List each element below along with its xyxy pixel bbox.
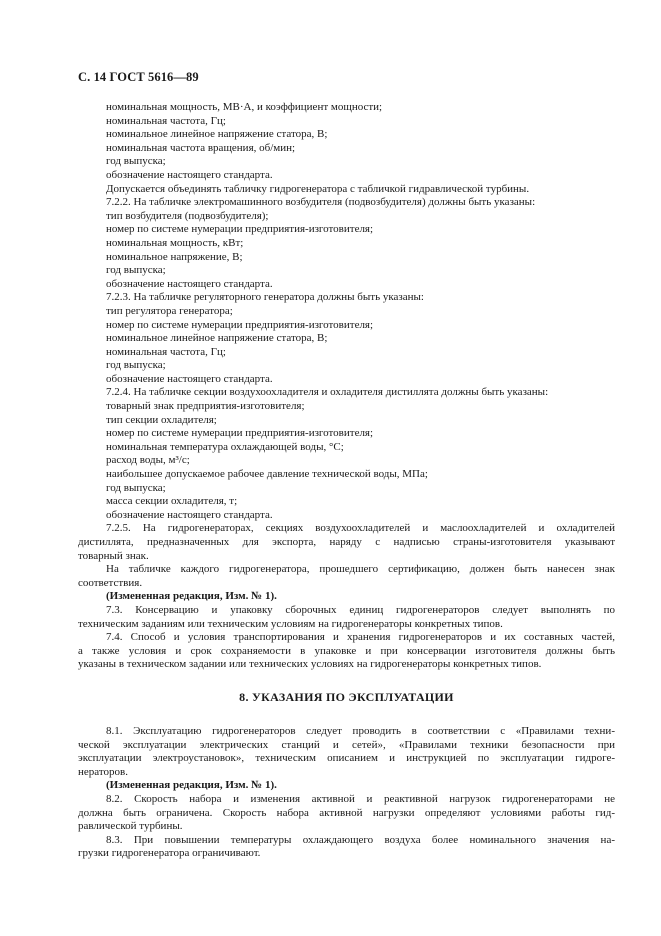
- text-line: 8.2. Скорость набора и изменения активной и реактивной нагрузок гидрогенераторами не: [106, 792, 615, 805]
- text-line: год выпуска;: [106, 264, 166, 277]
- text-line: тип секции охладителя;: [106, 413, 217, 426]
- text-line: а также условия и срок сохраняемости в упаковке и при консервации изготовителя должны быть: [78, 644, 615, 657]
- text-line: обозначение настоящего стандарта.: [106, 168, 273, 181]
- text-line: грузки гидрогенератора ограничивают.: [78, 847, 261, 860]
- text-line: номинальная частота, Гц;: [106, 114, 226, 127]
- text-line: номинальное напряжение, В;: [106, 250, 243, 263]
- text-line: расход воды, м³/с;: [106, 454, 190, 467]
- text-line: год выпуска;: [106, 481, 166, 494]
- text-line: номинальная температура охлаждающей воды, °С;: [106, 440, 344, 453]
- text-line: номинальная мощность, МВ·А, и коэффициент мощности;: [106, 101, 383, 113]
- text-line: товарный знак предприятия-изготовителя;: [106, 400, 305, 413]
- text-line: 7.2.5. На гидрогенераторах, секциях воздухоохладителей и маслоохладителей и охладителей: [106, 522, 615, 535]
- text-line: нераторов.: [78, 765, 128, 778]
- text-line: На табличке каждого гидрогенератора, прошедшего сертификацию, должен быть нанесен знак: [106, 563, 615, 576]
- text-line: номинальная частота, Гц;: [106, 345, 226, 358]
- text-line: номер по системе нумерации предприятия-изготовителя;: [106, 318, 374, 331]
- text-line: Допускается объединять табличку гидрогенератора с табличкой гидравлической турбины.: [106, 182, 530, 195]
- section-8-paragraphs: [78, 725, 615, 861]
- text-line: номер по системе нумерации предприятия-изготовителя;: [106, 223, 374, 236]
- text-line: тип регулятора генератора;: [106, 304, 233, 317]
- text-line: (Измененная редакция, Изм. № 1).: [106, 779, 277, 792]
- section-7-paragraphs: [78, 522, 615, 672]
- text-line: равлической турбины.: [78, 820, 183, 833]
- text-line: должна быть ограничена. Скорость набора активной нагрузки определяют условиями работы гид-: [78, 806, 615, 819]
- text-line: соответствия.: [78, 576, 143, 589]
- text-line: 7.2.4. На табличке секции воздухоохладителя и охладителя дистиллята должны быть указаны:: [106, 386, 549, 399]
- section-7-2-list: [78, 101, 615, 522]
- text-line: 7.3. Консервацию и упаковку сборочных единиц гидрогенераторов следует выполнять по: [106, 603, 615, 616]
- text-line: масса секции охладителя, т;: [106, 495, 238, 508]
- text-line: номинальное линейное напряжение статора, В;: [106, 128, 328, 141]
- text-line: товарный знак.: [78, 549, 149, 562]
- text-line: обозначение настоящего стандарта.: [106, 277, 273, 290]
- text-line: 7.2.2. На табличке электромашинного возбудителя (подвозбудителя) должны быть указаны:: [106, 196, 536, 209]
- text-line: обозначение настоящего стандарта.: [106, 508, 273, 521]
- text-line: номер по системе нумерации предприятия-изготовителя;: [106, 427, 374, 440]
- text-line: наибольшее допускаемое рабочее давление технической воды, МПа;: [106, 468, 428, 481]
- section-8-title: 8. УКАЗАНИЯ ПО ЭКСПЛУАТАЦИИ: [239, 689, 454, 704]
- page-header: С. 14 ГОСТ 5616—89: [78, 70, 199, 84]
- text-line: номинальное линейное напряжение статора, В;: [106, 332, 328, 345]
- text-line: тип возбудителя (подвозбудителя);: [106, 209, 269, 222]
- text-line: (Измененная редакция, Изм. № 1).: [106, 590, 277, 603]
- text-line: номинальная мощность, кВт;: [106, 236, 244, 249]
- text-line: 7.4. Способ и условия транспортирования и хранения гидрогенераторов и их составных частей,: [106, 631, 615, 644]
- text-line: эксплуатации электроустановок», техническим описанием и инструкцией по эксплуатации гидроге-: [78, 752, 615, 765]
- text-line: 8.3. При повышении температуры охлаждающего воздуха более номинального значения на-: [106, 833, 615, 846]
- text-line: 7.2.3. На табличке регуляторного генератора должны быть указаны:: [106, 291, 424, 304]
- text-line: техническим заданиям или техническим условиям на гидрогенераторы конкретных типов.: [78, 617, 503, 630]
- text-line: обозначение настоящего стандарта.: [106, 372, 273, 385]
- text-line: год выпуска;: [106, 155, 166, 168]
- text-line: номинальная частота вращения, об/мин;: [106, 141, 296, 154]
- text-line: дистиллята, предназначенных для экспорта, наряду с надписью страны-изготовителя указывают: [78, 536, 615, 548]
- text-line: год выпуска;: [106, 359, 166, 372]
- text-line: 8.1. Эксплуатацию гидрогенераторов следует проводить в соответствии с «Правилами техни-: [106, 724, 615, 737]
- text-line: ческой эксплуатации электрических станций и сетей», «Правилами техники безопасности при: [78, 738, 615, 751]
- text-line: указаны в техническом задании или технических условиях на гидрогенераторы конкретных типов.: [78, 658, 542, 671]
